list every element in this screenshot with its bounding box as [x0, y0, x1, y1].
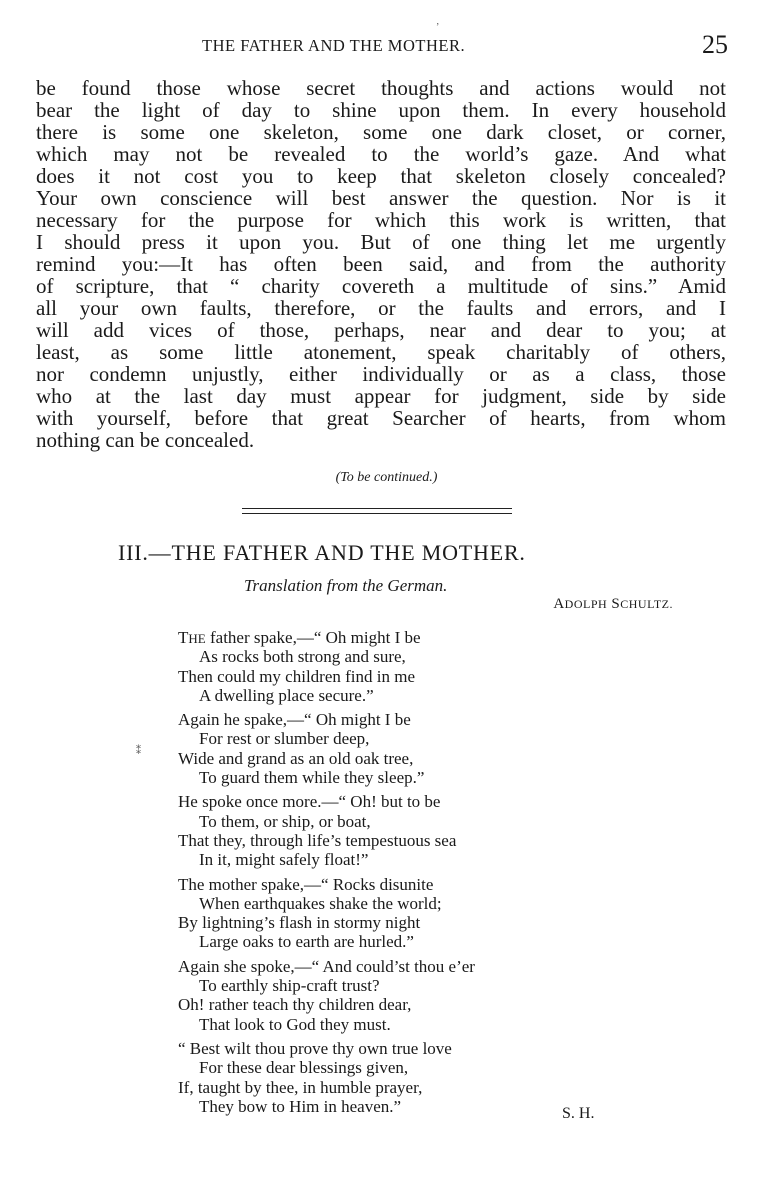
poem-line: “ Best wilt thou prove thy own true love	[178, 1038, 452, 1058]
poem-line: By lightning’s flash in stormy night	[178, 913, 421, 933]
poem-line: If, taught by thee, in humble prayer,	[178, 1077, 423, 1097]
drop-initial: T	[178, 628, 189, 647]
prose-line: necessary for the purpose for which this work is written, that	[36, 208, 726, 232]
poem-line: That look to God they must.	[199, 1014, 391, 1034]
poem-stanza	[178, 792, 475, 869]
poem-line: Oh! rather teach thy children dear,	[178, 995, 412, 1015]
page-header	[36, 32, 728, 60]
poem-line: For rest or slumber deep,	[199, 729, 370, 749]
poem	[178, 628, 475, 1121]
prose-line: Your own conscience will best answer the question. Nor is it	[36, 186, 726, 210]
prose-line: all your own faults, therefore, or the faults and errors, and I	[36, 296, 726, 320]
poem-line	[178, 628, 475, 647]
prose-line: nothing can be concealed.	[36, 428, 255, 452]
poem-line: To guard them while they sleep.”	[199, 768, 425, 788]
small-caps: HE	[188, 631, 206, 646]
prose-line: be found those whose secret thoughts and actions would not	[36, 76, 726, 100]
prose-line: there is some one skeleton, some one dark closet, or corner,	[36, 120, 726, 144]
poem-line: In it, might safely float!”	[199, 850, 369, 870]
poem-stanza	[178, 875, 475, 952]
poem-stanza	[178, 628, 475, 705]
poem-line-text: father spake,—“ Oh might I be	[209, 628, 421, 647]
section-divider-top	[242, 508, 512, 509]
poem-line: Then could my children find in me	[178, 666, 415, 686]
poem-line: Again he spake,—“ Oh might I be	[178, 710, 411, 730]
prose-paragraph	[36, 77, 726, 451]
section-divider-bottom	[242, 513, 512, 514]
prose-line: nor condemn unjustly, either individually or as a class, those	[36, 362, 726, 386]
scan-artifact: ⁑	[136, 746, 141, 757]
prose-line: who at the last day must appear for judgment, side by side	[36, 384, 726, 408]
continued-note: (To be continued.)	[335, 470, 438, 485]
prose-line: will add vices of those, perhaps, near and dear to you; at	[36, 318, 726, 342]
author-name: ADOLPH SCHULTZ.	[553, 596, 673, 612]
poem-line: Again she spoke,—“ And could’st thou e’er	[178, 956, 475, 976]
running-title: THE FATHER AND THE MOTHER.	[202, 36, 466, 55]
poem-line: They bow to Him in heaven.”	[199, 1096, 402, 1116]
poem-stanza	[178, 1039, 475, 1116]
prose-line: which may not be revealed to the world’s gaze. And what	[36, 142, 726, 166]
poem-line: That they, through life’s tempestuous sea	[178, 830, 457, 850]
prose-line: I should press it upon you. But of one thing let me urgently	[36, 230, 726, 254]
prose-line: remind you:—It has often been said, and from the authority	[36, 252, 726, 276]
poem-line: Wide and grand as an old oak tree,	[178, 748, 414, 768]
poem-stanza	[178, 710, 475, 787]
prose-line: with yourself, before that great Searcher of hearts, from whom	[36, 406, 726, 430]
poem-line: He spoke once more.—“ Oh! but to be	[178, 792, 441, 812]
poem-line: The mother spake,—“ Rocks disunite	[178, 874, 434, 894]
poem-line: Large oaks to earth are hurled.”	[199, 932, 414, 952]
section-subtitle: Translation from the German.	[244, 576, 448, 595]
prose-line: bear the light of day to shine upon them. In every household	[36, 98, 726, 122]
poem-line: To earthly ship-craft trust?	[199, 976, 380, 996]
poem-line: When earthquakes shake the world;	[199, 893, 442, 913]
poem-line: For these dear blessings given,	[199, 1058, 409, 1078]
poem-line: To them, or ship, or boat,	[199, 811, 371, 831]
prose-line: of scripture, that “ charity covereth a multitude of sins.” Amid	[36, 274, 726, 298]
page-number: 25	[702, 30, 728, 59]
poem-line: A dwelling place secure.”	[199, 685, 374, 705]
prose-line: least, as some little atonement, speak charitably of others,	[36, 340, 726, 364]
poem-stanza	[178, 957, 475, 1034]
section-title: III.—THE FATHER AND THE MOTHER.	[118, 540, 526, 565]
signature: S. H.	[562, 1105, 595, 1122]
scan-artifact: ʼ	[436, 22, 440, 33]
prose-line: does it not cost you to keep that skeleton closely concealed?	[36, 164, 726, 188]
poem-line: As rocks both strong and sure,	[199, 647, 406, 667]
